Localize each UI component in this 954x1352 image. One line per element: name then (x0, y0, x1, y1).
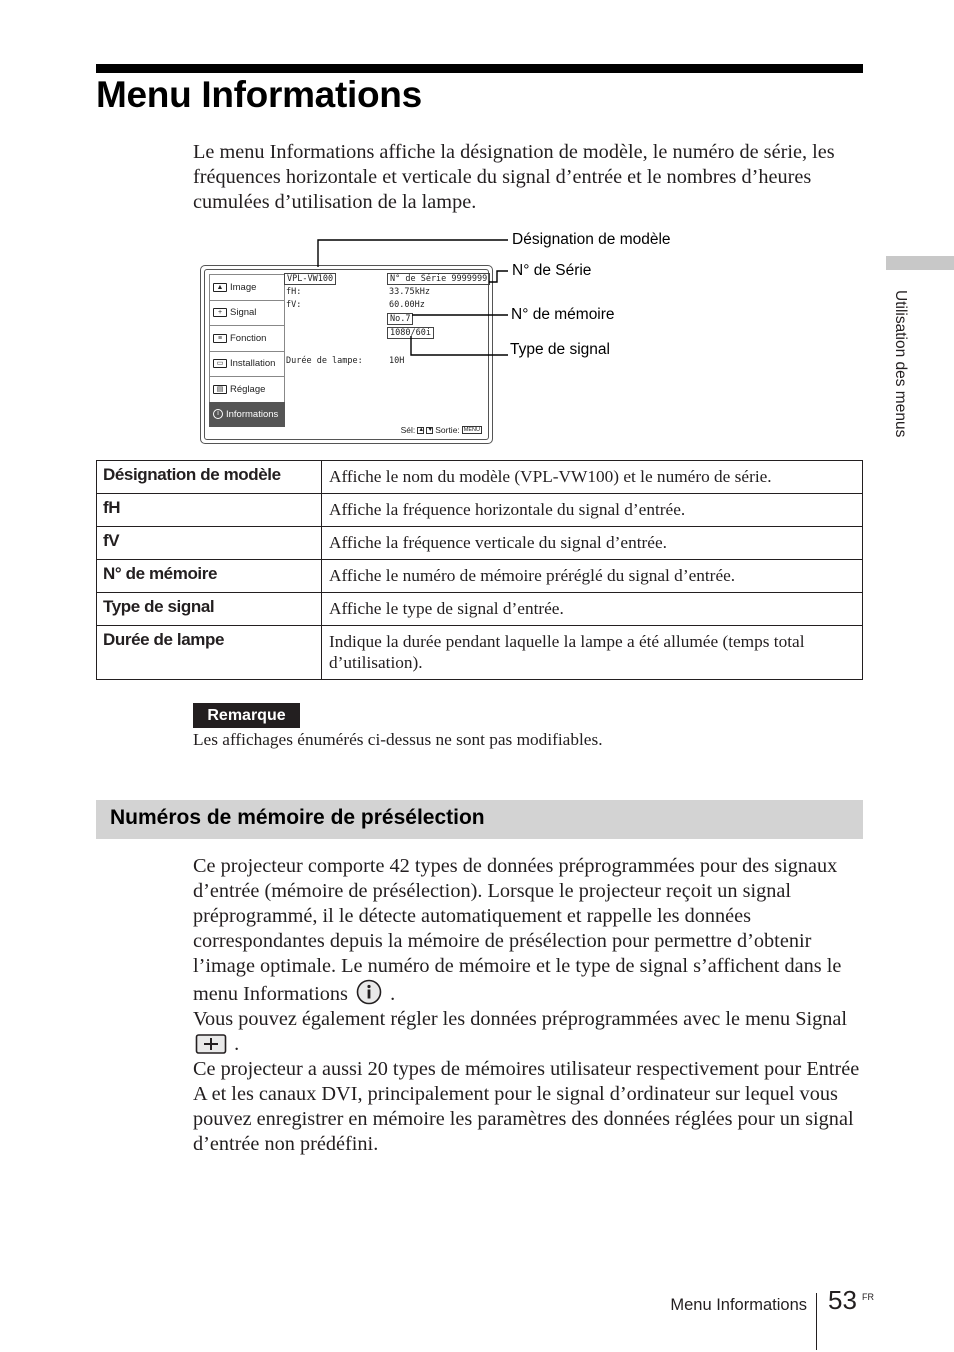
table-desc: Indique la durée pendant laquelle la lampe a été allumée (temps total d’utilisation). (322, 626, 863, 680)
table-term: N° de mémoire (97, 560, 322, 593)
table-desc: Affiche le numéro de mémoire préréglé du signal d’entrée. (322, 560, 863, 593)
screen-fh-value: 33.75kHz (389, 287, 430, 297)
section-paragraph-3: Ce projecteur a aussi 20 types de mémoires utilisateur respectivement pour Entrée A et les canaux DVI, principalement pour le signal d’ordinateur sur lequel vous pouvez enregistrer en mémoire les paramètres des données réglées pour un signal d’entrée non prédéfini. (193, 1058, 860, 1155)
info-icon: i (213, 409, 223, 419)
screen-menu-item-informations: i Informations (209, 402, 285, 428)
screen-menu-item-installation: ▭ Installation (209, 351, 285, 377)
screen-serial (387, 273, 490, 285)
table-row (97, 626, 863, 680)
table-desc: Affiche le nom du modèle (VPL-VW100) et le numéro de série. (322, 461, 863, 494)
setup-icon: ▤ (213, 385, 227, 394)
screen-model: VPL-VW100 (284, 273, 336, 285)
section-paragraph-1: Ce projecteur comporte 42 types de données préprogrammées pour des signaux d’entrée (mémoire de présélection). Lorsque le projecteur reçoit un signal préprogrammé, il le détecte automatiquement et rappelle les données correspondantes depuis la mémoire de présélection pour permettre d’obtenir l’image optimale. Le numéro de mémoire et le type de signal s’affichent dans le menu Informations . (193, 855, 842, 1005)
screen-lamp-label: Durée de lampe: (286, 356, 363, 366)
screen-menu-list (209, 274, 285, 427)
page-title: Menu Informations (96, 74, 422, 115)
screen-serial-number: 9999999 (451, 274, 488, 284)
screen-menu-item-setup: ▤ Réglage (209, 376, 285, 402)
table-term: Type de signal (97, 593, 322, 626)
table-term: Durée de lampe (97, 626, 322, 680)
page-number: 53 (828, 1285, 857, 1315)
image-icon: ▲ (213, 283, 227, 292)
up-key-icon: ▲ (418, 426, 425, 433)
title-rule (96, 64, 863, 73)
screen-serial-label: N° de Série (390, 274, 447, 284)
remark-badge: Remarque (193, 703, 300, 728)
screen-footer: Sél: ▲ ▼ Sortie: MENU (400, 425, 480, 435)
table-term: fH (97, 494, 322, 527)
callout-signal: Type de signal (510, 341, 610, 358)
table-desc: Affiche la fréquence verticale du signal d’entrée. (322, 527, 863, 560)
screen-lamp-value: 10H (389, 356, 405, 366)
info-icon (355, 979, 383, 1005)
table-term: fV (97, 527, 322, 560)
menu-key-icon: MENU (463, 427, 480, 433)
section-body (193, 854, 865, 1157)
table-desc: Affiche le type de signal d’entrée. (322, 593, 863, 626)
table-desc: Affiche la fréquence horizontale du signal d’entrée. (322, 494, 863, 527)
table-row (97, 527, 863, 560)
screen-fv-value: 60.00Hz (389, 300, 425, 310)
screen-memory: No.7 (387, 313, 413, 325)
screen-signal-type: 1080/60i (387, 327, 434, 339)
screen-menu-item-signal: + Signal (209, 300, 285, 326)
table-row (97, 593, 863, 626)
screen-fh-label: fH: (286, 287, 302, 297)
screen-frame (204, 269, 489, 440)
callout-line-model (318, 240, 508, 267)
signal-icon: + (213, 308, 227, 317)
table-row (97, 560, 863, 593)
info-table (96, 460, 863, 680)
footer-divider (816, 1293, 817, 1350)
intro-paragraph: Le menu Informations affiche la désignation de modèle, le numéro de série, les fréquences horizontale et verticale du signal d’entrée et le nombres d’heures cumulées d’utilisation de la lampe. (193, 141, 835, 213)
screen-menu-item-image: ▲ Image (209, 274, 285, 300)
screen-menu-item-function: ≡ Fonction (209, 325, 285, 351)
footer-section-label: Menu Informations (670, 1296, 807, 1314)
callout-serial: N° de Série (512, 262, 592, 279)
installation-icon: ▭ (213, 359, 227, 368)
callout-memory: N° de mémoire (511, 306, 615, 323)
screen-illustration (200, 265, 493, 444)
side-tab-label: Utilisation des menus (892, 290, 909, 438)
remark-text: Les affichages énumérés ci-dessus ne sont pas modifiables. (193, 730, 603, 749)
page-language: FR (862, 1292, 874, 1302)
down-key-icon: ▼ (427, 426, 434, 433)
table-term: Désignation de modèle (97, 461, 322, 494)
callout-model: Désignation de modèle (512, 231, 671, 248)
section-paragraph-2: Vous pouvez également régler les données préprogrammées avec le menu Signal . (193, 1008, 848, 1055)
section-title: Numéros de mémoire de présélection (110, 806, 485, 829)
table-row (97, 494, 863, 527)
function-icon: ≡ (213, 334, 227, 343)
side-tab-marker (886, 256, 954, 270)
signal-icon (195, 1033, 227, 1055)
table-row (97, 461, 863, 494)
screen-fv-label: fV: (286, 300, 302, 310)
